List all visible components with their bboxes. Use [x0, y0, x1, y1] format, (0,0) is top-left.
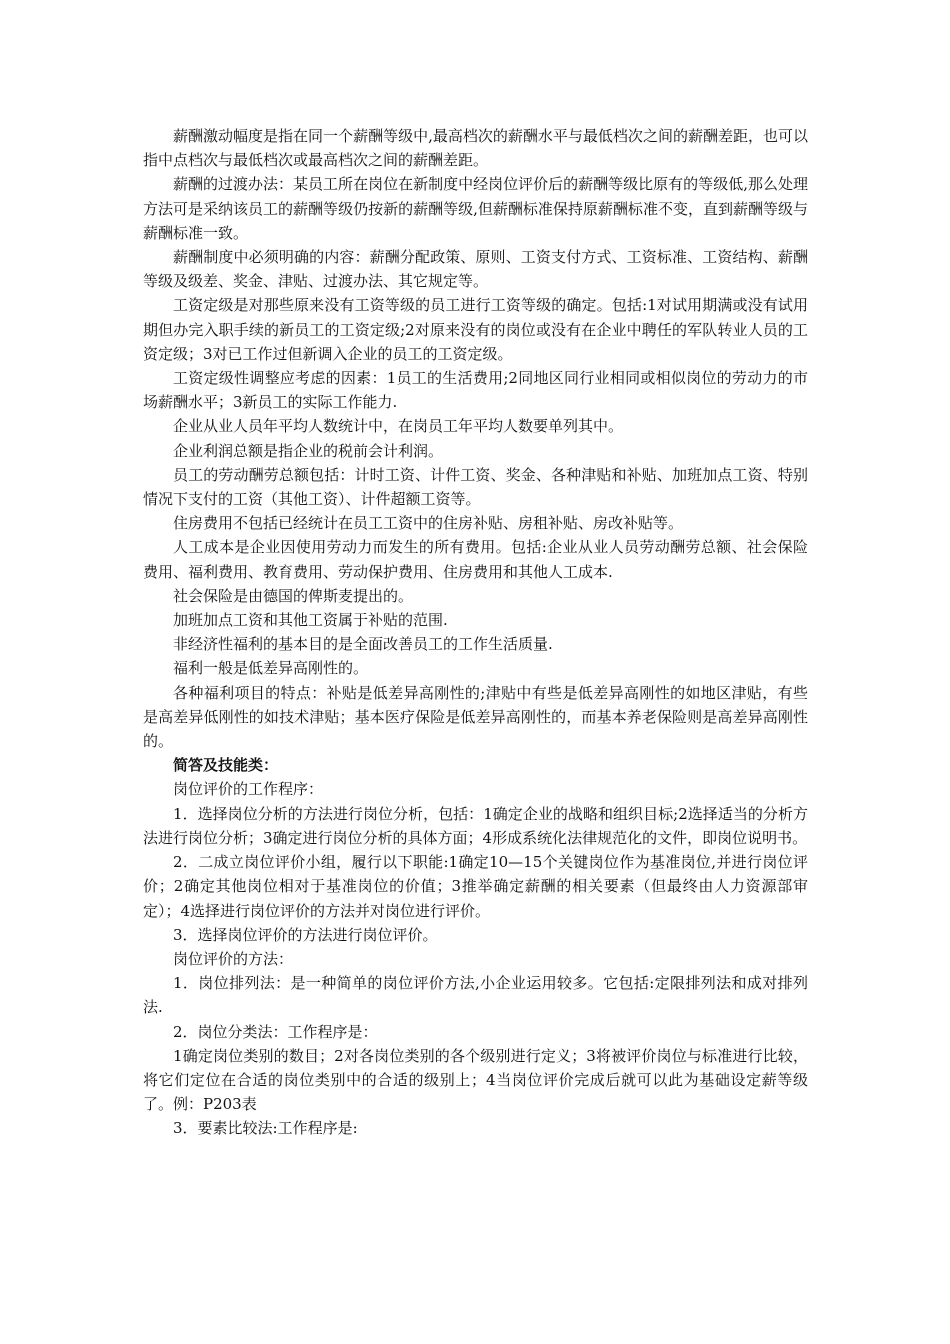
paragraph: 工资定级是对那些原来没有工资等级的员工进行工资等级的确定。包括:1对试用期满或没有试用期但办完入职手续的新员工的工资定级;2对原来没有的岗位或没有在企业中聘任的军队转业人员的工资定级；3对已工作过但新调入企业的员工的工资定级。: [143, 296, 808, 363]
paragraph: 企业从业人员年平均人数统计中，在岗员工年平均人数要单列其中。: [173, 417, 624, 436]
paragraph: 住房费用不包括已经统计在员工工资中的住房补贴、房租补贴、房改补贴等。: [173, 514, 684, 533]
section-paragraph: 1确定岗位类别的数目；2对各岗位类别的各个级别进行定义；3将被评价岗位与标准进行比较，将它们定位在合适的岗位类别中的合适的级别上；4当岗位评价完成后就可以此为基础设定薪等级了。例：P203表: [143, 1046, 808, 1114]
paragraph: 员工的劳动酬劳总额包括：计时工资、计件工资、奖金、各种津贴和补贴、加班加点工资、特别情况下支付的工资（其他工资）、计件超额工资等。: [143, 465, 808, 509]
paragraph: 企业利润总额是指企业的税前会计利润。: [173, 441, 444, 460]
section-paragraph: 岗位评价的方法：: [173, 949, 294, 968]
paragraph: 人工成本是企业因使用劳动力而发生的所有费用。包括:企业从业人员劳动酬劳总额、社会保险费用、福利费用、教育费用、劳动保护费用、住房费用和其他人工成本.: [143, 538, 808, 581]
paragraph: 各种福利项目的特点：补贴是低差异高刚性的;津贴中有些是低差异高刚性的如地区津贴，有些是高差异低刚性的如技术津贴；基本医疗保险是低差异高刚性的，而基本养老保险则是高差异高刚性的。: [143, 683, 808, 751]
section-paragraph: 1．选择岗位分析的方法进行岗位分析，包括：1确定企业的战略和组织目标;2选择适当的分析方法进行岗位分析；3确定进行岗位分析的具体方面；4形成系统化法律规范化的文件，即岗位说明书。: [143, 804, 808, 847]
paragraph: 社会保险是由德国的俾斯麦提出的。: [173, 586, 414, 605]
paragraph: 非经济性福利的基本目的是全面改善员工的工作生活质量.: [173, 635, 553, 654]
section-paragraph: 3．要素比较法:工作程序是:: [173, 1119, 358, 1138]
paragraph: 福利一般是低差异高刚性的。: [173, 659, 369, 678]
section-heading: 简答及技能类：: [173, 756, 279, 775]
section-paragraph: 3．选择岗位评价的方法进行岗位评价。: [173, 925, 438, 944]
paragraph: 薪酬制度中必须明确的内容：薪酬分配政策、原则、工资支付方式、工资标准、工资结构、薪酬等级及级差、奖金、津贴、过渡办法、其它规定等。: [143, 248, 808, 291]
paragraph: 薪酬激动幅度是指在同一个薪酬等级中,最高档次的薪酬水平与最低档次之间的薪酬差距，也可以指中点档次与最低档次或最高档次之间的薪酬差距。: [143, 127, 808, 170]
document-page: [143, 124, 808, 1141]
section-paragraph: 2．岗位分类法：工作程序是：: [173, 1022, 378, 1041]
paragraph: 工资定级性调整应考虑的因素：1员工的生活费用;2同地区同行业相同或相似岗位的劳动力的市场薪酬水平；3新员工的实际工作能力.: [143, 369, 808, 412]
paragraph: 加班加点工资和其他工资属于补贴的范围.: [173, 611, 448, 630]
paragraph: 薪酬的过渡办法：某员工所在岗位在新制度中经岗位评价后的薪酬等级比原有的等级低,那么处理方法可是采纳该员工的薪酬等级仍按新的薪酬等级,但薪酬标准保持原薪酬标准不变，直到薪酬等级与薪酬标准一致。: [143, 175, 808, 242]
section-paragraph: 岗位评价的工作程序：: [173, 780, 324, 799]
section-paragraph: 1．岗位排列法：是一种简单的岗位评价方法,小企业运用较多。它包括:定限排列法和成对排列法.: [143, 974, 808, 1017]
section-paragraph: 2．二成立岗位评价小组，履行以下职能:1确定10—15个关键岗位作为基准岗位,并进行岗位评价；2确定其他岗位相对于基准岗位的价值；3推举确定薪酬的相关要素（但最终由人力资源部审定）；4选择进行岗位评价的方法并对岗位进行评价。: [143, 853, 808, 920]
